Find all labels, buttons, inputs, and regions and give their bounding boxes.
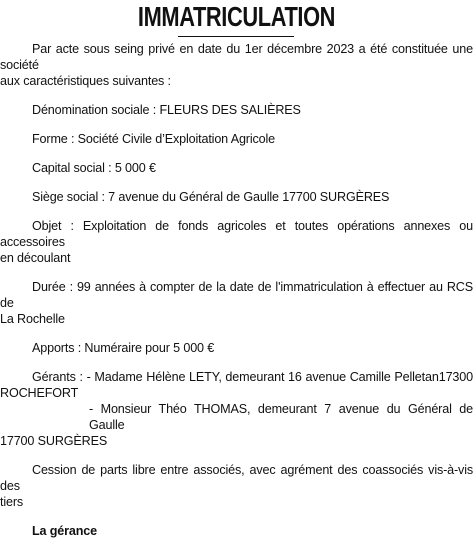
duree-line-1: Durée : 99 années à compter de la date de l'immatriculation à effectuer au RCS de	[0, 280, 473, 310]
objet-line-1: Objet : Exploitation de fonds agricoles et toutes opérations annexes ou accessoires	[0, 219, 473, 249]
page-title: IMMATRICULATION	[137, 1, 336, 32]
intro-line-1: Par acte sous seing privé en date du 1er décembre 2023 a été constituée une société	[0, 42, 473, 72]
objet-paragraph	[0, 218, 473, 266]
gerants-line-1: Gérants : - Madame Hélène LETY, demeurant 16 avenue Camille Pelletan17300	[32, 370, 473, 384]
gerants-paragraph	[0, 369, 473, 449]
signature-label: La gérance	[32, 524, 97, 538]
objet-line-2: en découlant	[0, 251, 71, 265]
notice-body	[0, 41, 473, 539]
denomination-line: Dénomination sociale : FLEURS DES SALIÈRES	[32, 103, 301, 117]
title-underline	[178, 36, 294, 37]
gerants-line-3: - Monsieur Théo THOMAS, demeurant 7 avenue du Général de Gaulle	[89, 402, 473, 432]
cession-paragraph	[0, 462, 473, 510]
capital-line: Capital social : 5 000 €	[32, 161, 156, 175]
gerants-line-2: ROCHEFORT	[0, 386, 79, 400]
cession-line-1: Cession de parts libre entre associés, avec agrément des coassociés vis-à-vis des	[0, 463, 473, 493]
intro-paragraph	[0, 41, 473, 89]
apports-line: Apports : Numéraire pour 5 000 €	[32, 341, 215, 355]
intro-line-2: aux caractéristiques suivantes :	[0, 74, 171, 88]
forme-line: Forme : Société Civile d’Exploitation Agricole	[32, 132, 275, 146]
cession-line-2: tiers	[0, 495, 24, 509]
duree-line-2: La Rochelle	[0, 312, 65, 326]
siege-line: Siège social : 7 avenue du Général de Gaulle 17700 SURGÈRES	[32, 190, 390, 204]
duree-paragraph	[0, 279, 473, 327]
gerants-line-4: 17700 SURGÈRES	[0, 434, 108, 448]
